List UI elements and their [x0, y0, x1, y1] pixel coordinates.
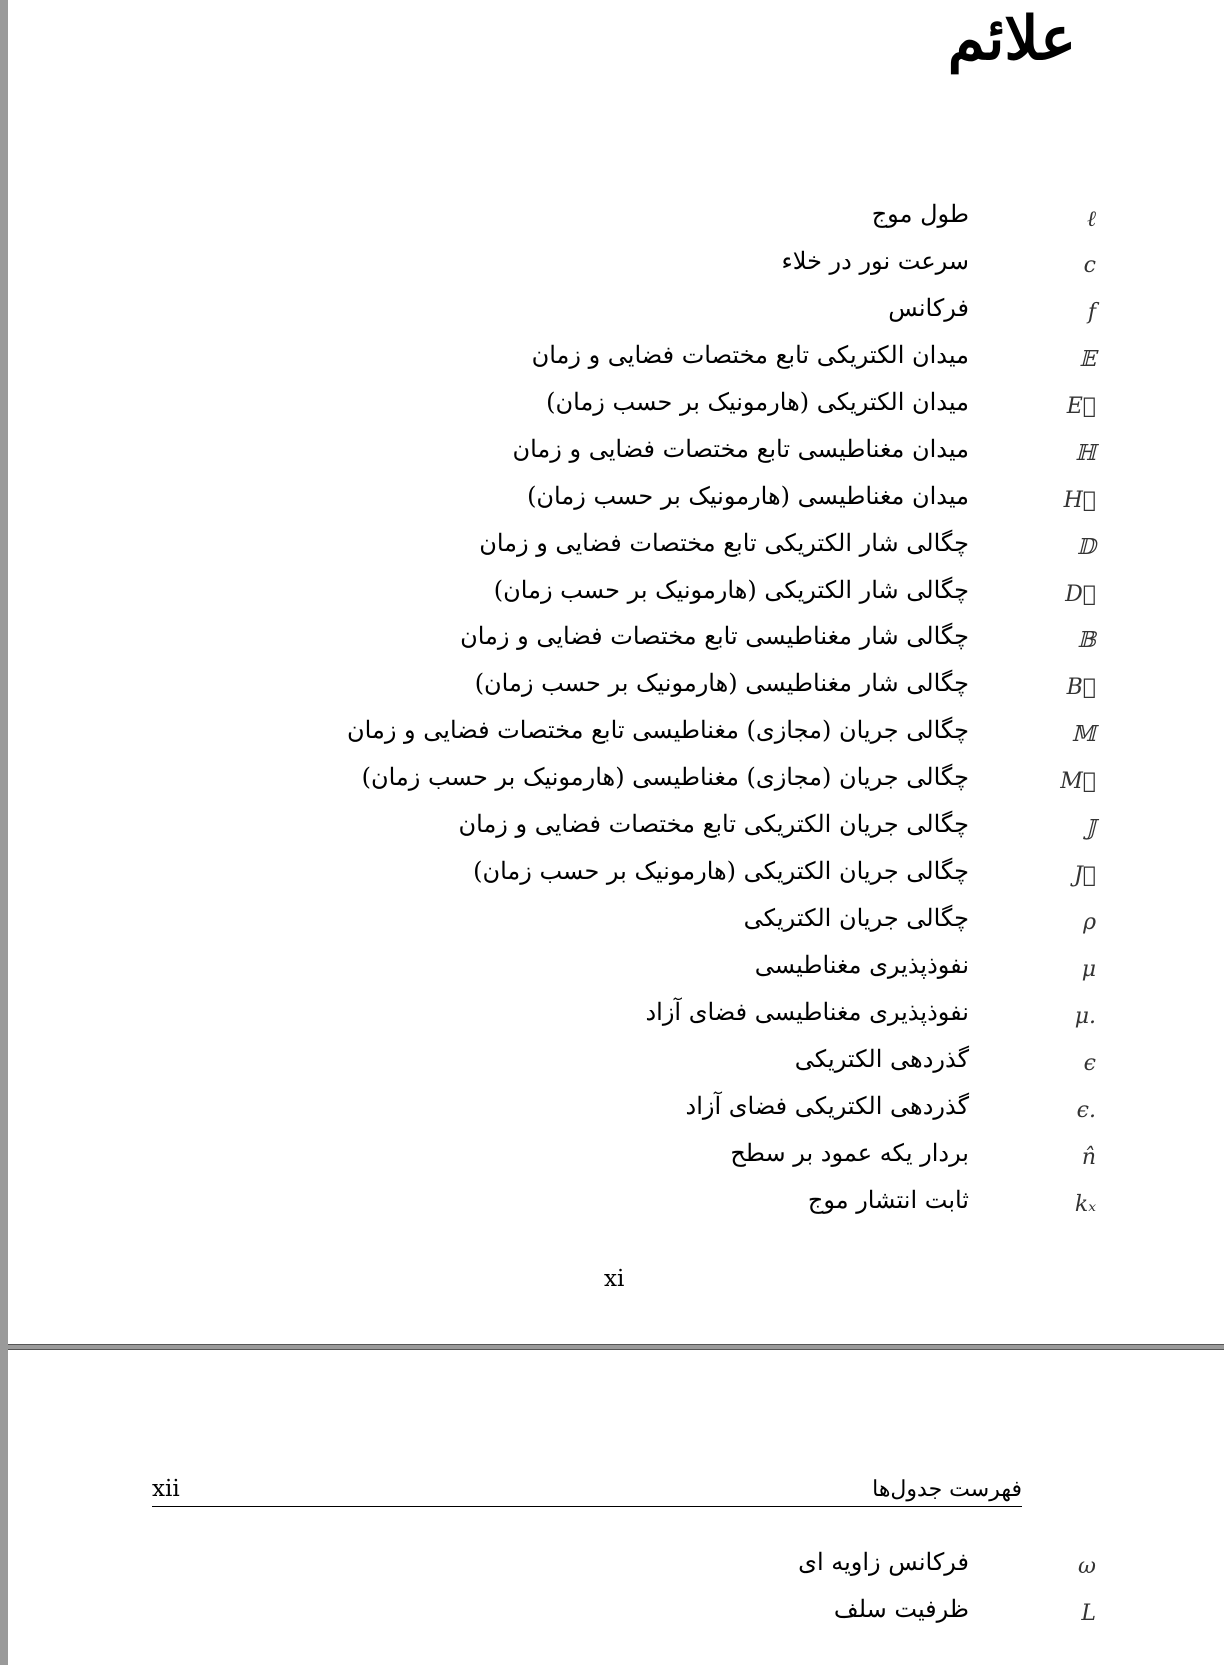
symbol: 𝕄 — [1071, 722, 1096, 748]
symbol-description: میدان مغناطیسی تابع مختصات فضایی و زمان — [512, 434, 969, 463]
symbol-description: چگالی جریان الکتریکی (هارمونیک بر حسب زمان) — [473, 857, 969, 886]
symbol-description: فرکانس — [888, 293, 969, 322]
symbol-row — [8, 341, 1224, 388]
symbol-description: گذردهی الکتریکی — [794, 1044, 969, 1073]
symbol-list — [8, 1548, 1224, 1642]
symbol-description: چگالی جریان (مجازی) مغناطیسی تابع مختصات فضایی و زمان — [347, 716, 969, 745]
symbol-row — [8, 529, 1224, 576]
symbol-row — [8, 294, 1224, 341]
symbol-description: سرعت نور در خلاء — [781, 246, 969, 275]
symbol: M⃗ — [1060, 769, 1096, 795]
symbol-description: میدان الکتریکی تابع مختصات فضایی و زمان — [531, 340, 969, 369]
symbol-row — [8, 435, 1224, 482]
symbol: 𝔼 — [1079, 346, 1096, 372]
symbol-description: طول موج — [871, 200, 969, 228]
symbol-description: بردار یکه عمود بر سطح — [730, 1138, 969, 1167]
symbol-row — [8, 482, 1224, 529]
symbol: B⃗ — [1066, 675, 1096, 701]
symbol-row — [8, 1139, 1224, 1186]
symbol-description: چگالی شار الکتریکی تابع مختصات فضایی و زمان — [479, 528, 969, 557]
running-header-title: فهرست جدول‌ها — [872, 1477, 1022, 1502]
chapter-title: علائم — [947, 4, 1076, 74]
running-header — [152, 1466, 1022, 1507]
symbol-row — [8, 763, 1224, 810]
symbol: c — [1083, 252, 1096, 278]
symbol: D⃗ — [1065, 581, 1096, 607]
symbol-row — [8, 716, 1224, 763]
symbol-description: چگالی جریان (مجازی) مغناطیسی (هارمونیک بر حسب زمان) — [361, 763, 969, 792]
symbol: 𝔹 — [1077, 628, 1096, 654]
symbol-description: چگالی شار الکتریکی (هارمونیک بر حسب زمان) — [493, 575, 969, 604]
symbol-row — [8, 951, 1224, 998]
symbol-description: ظرفیت سلف — [833, 1594, 969, 1623]
symbol-row — [8, 576, 1224, 623]
symbol-row — [8, 1092, 1224, 1139]
symbol: ϵ. — [1076, 1097, 1096, 1123]
symbol-row — [8, 904, 1224, 951]
symbol: L — [1081, 1600, 1096, 1626]
symbol-row — [8, 1548, 1224, 1595]
symbol: ℓ — [1086, 207, 1096, 232]
document-page-xi — [8, 0, 1224, 1345]
symbol-row — [8, 1595, 1224, 1642]
running-header-page-number: xii — [152, 1476, 180, 1502]
symbol: f — [1087, 299, 1096, 325]
symbol: ℍ — [1075, 440, 1096, 466]
symbol-row — [8, 1045, 1224, 1092]
symbol-row — [8, 388, 1224, 435]
symbol: μ — [1081, 957, 1096, 982]
symbol: n̂ — [1081, 1144, 1096, 1170]
symbol: H⃗ — [1063, 487, 1096, 513]
symbol-description: میدان الکتریکی (هارمونیک بر حسب زمان) — [546, 387, 969, 416]
symbol: 𝔻 — [1076, 534, 1096, 560]
symbol-description: گذردهی الکتریکی فضای آزاد — [685, 1091, 969, 1120]
symbol: E⃗ — [1066, 393, 1096, 419]
symbol-description: چگالی شار مغناطیسی تابع مختصات فضایی و زمان — [460, 622, 969, 651]
symbol-description: ثابت انتشار موج — [807, 1185, 969, 1214]
symbol: μ. — [1074, 1003, 1096, 1029]
document-page-xii — [8, 1349, 1224, 1665]
symbol-row — [8, 1186, 1224, 1233]
symbol-row — [8, 998, 1224, 1045]
symbol-description: میدان مغناطیسی (هارمونیک بر حسب زمان) — [527, 481, 969, 510]
page-number: xi — [604, 1266, 625, 1292]
symbol-description: فرکانس زاویه ای — [798, 1548, 969, 1576]
symbol-row — [8, 200, 1224, 247]
symbol: ϵ — [1083, 1050, 1096, 1076]
symbol-description: نفوذپذیری مغناطیسی — [754, 951, 969, 979]
symbol-row — [8, 810, 1224, 857]
symbol: ρ — [1083, 910, 1096, 936]
symbol-row — [8, 857, 1224, 904]
symbol-description: چگالی شار مغناطیسی (هارمونیک بر حسب زمان) — [474, 669, 969, 698]
symbol-row — [8, 622, 1224, 669]
symbol: J⃗ — [1073, 863, 1096, 889]
symbol-list — [8, 200, 1224, 1233]
symbol-description: چگالی جریان الکتریکی تابع مختصات فضایی و زمان — [458, 810, 969, 839]
symbol-description: چگالی جریان الکتریکی — [743, 904, 969, 933]
symbol-description: نفوذپذیری مغناطیسی فضای آزاد — [645, 997, 969, 1026]
symbol-row — [8, 247, 1224, 294]
symbol: ω — [1078, 1554, 1096, 1579]
symbol-row — [8, 669, 1224, 716]
symbol: 𝕁 — [1085, 816, 1096, 842]
symbol: kₓ — [1074, 1191, 1096, 1217]
